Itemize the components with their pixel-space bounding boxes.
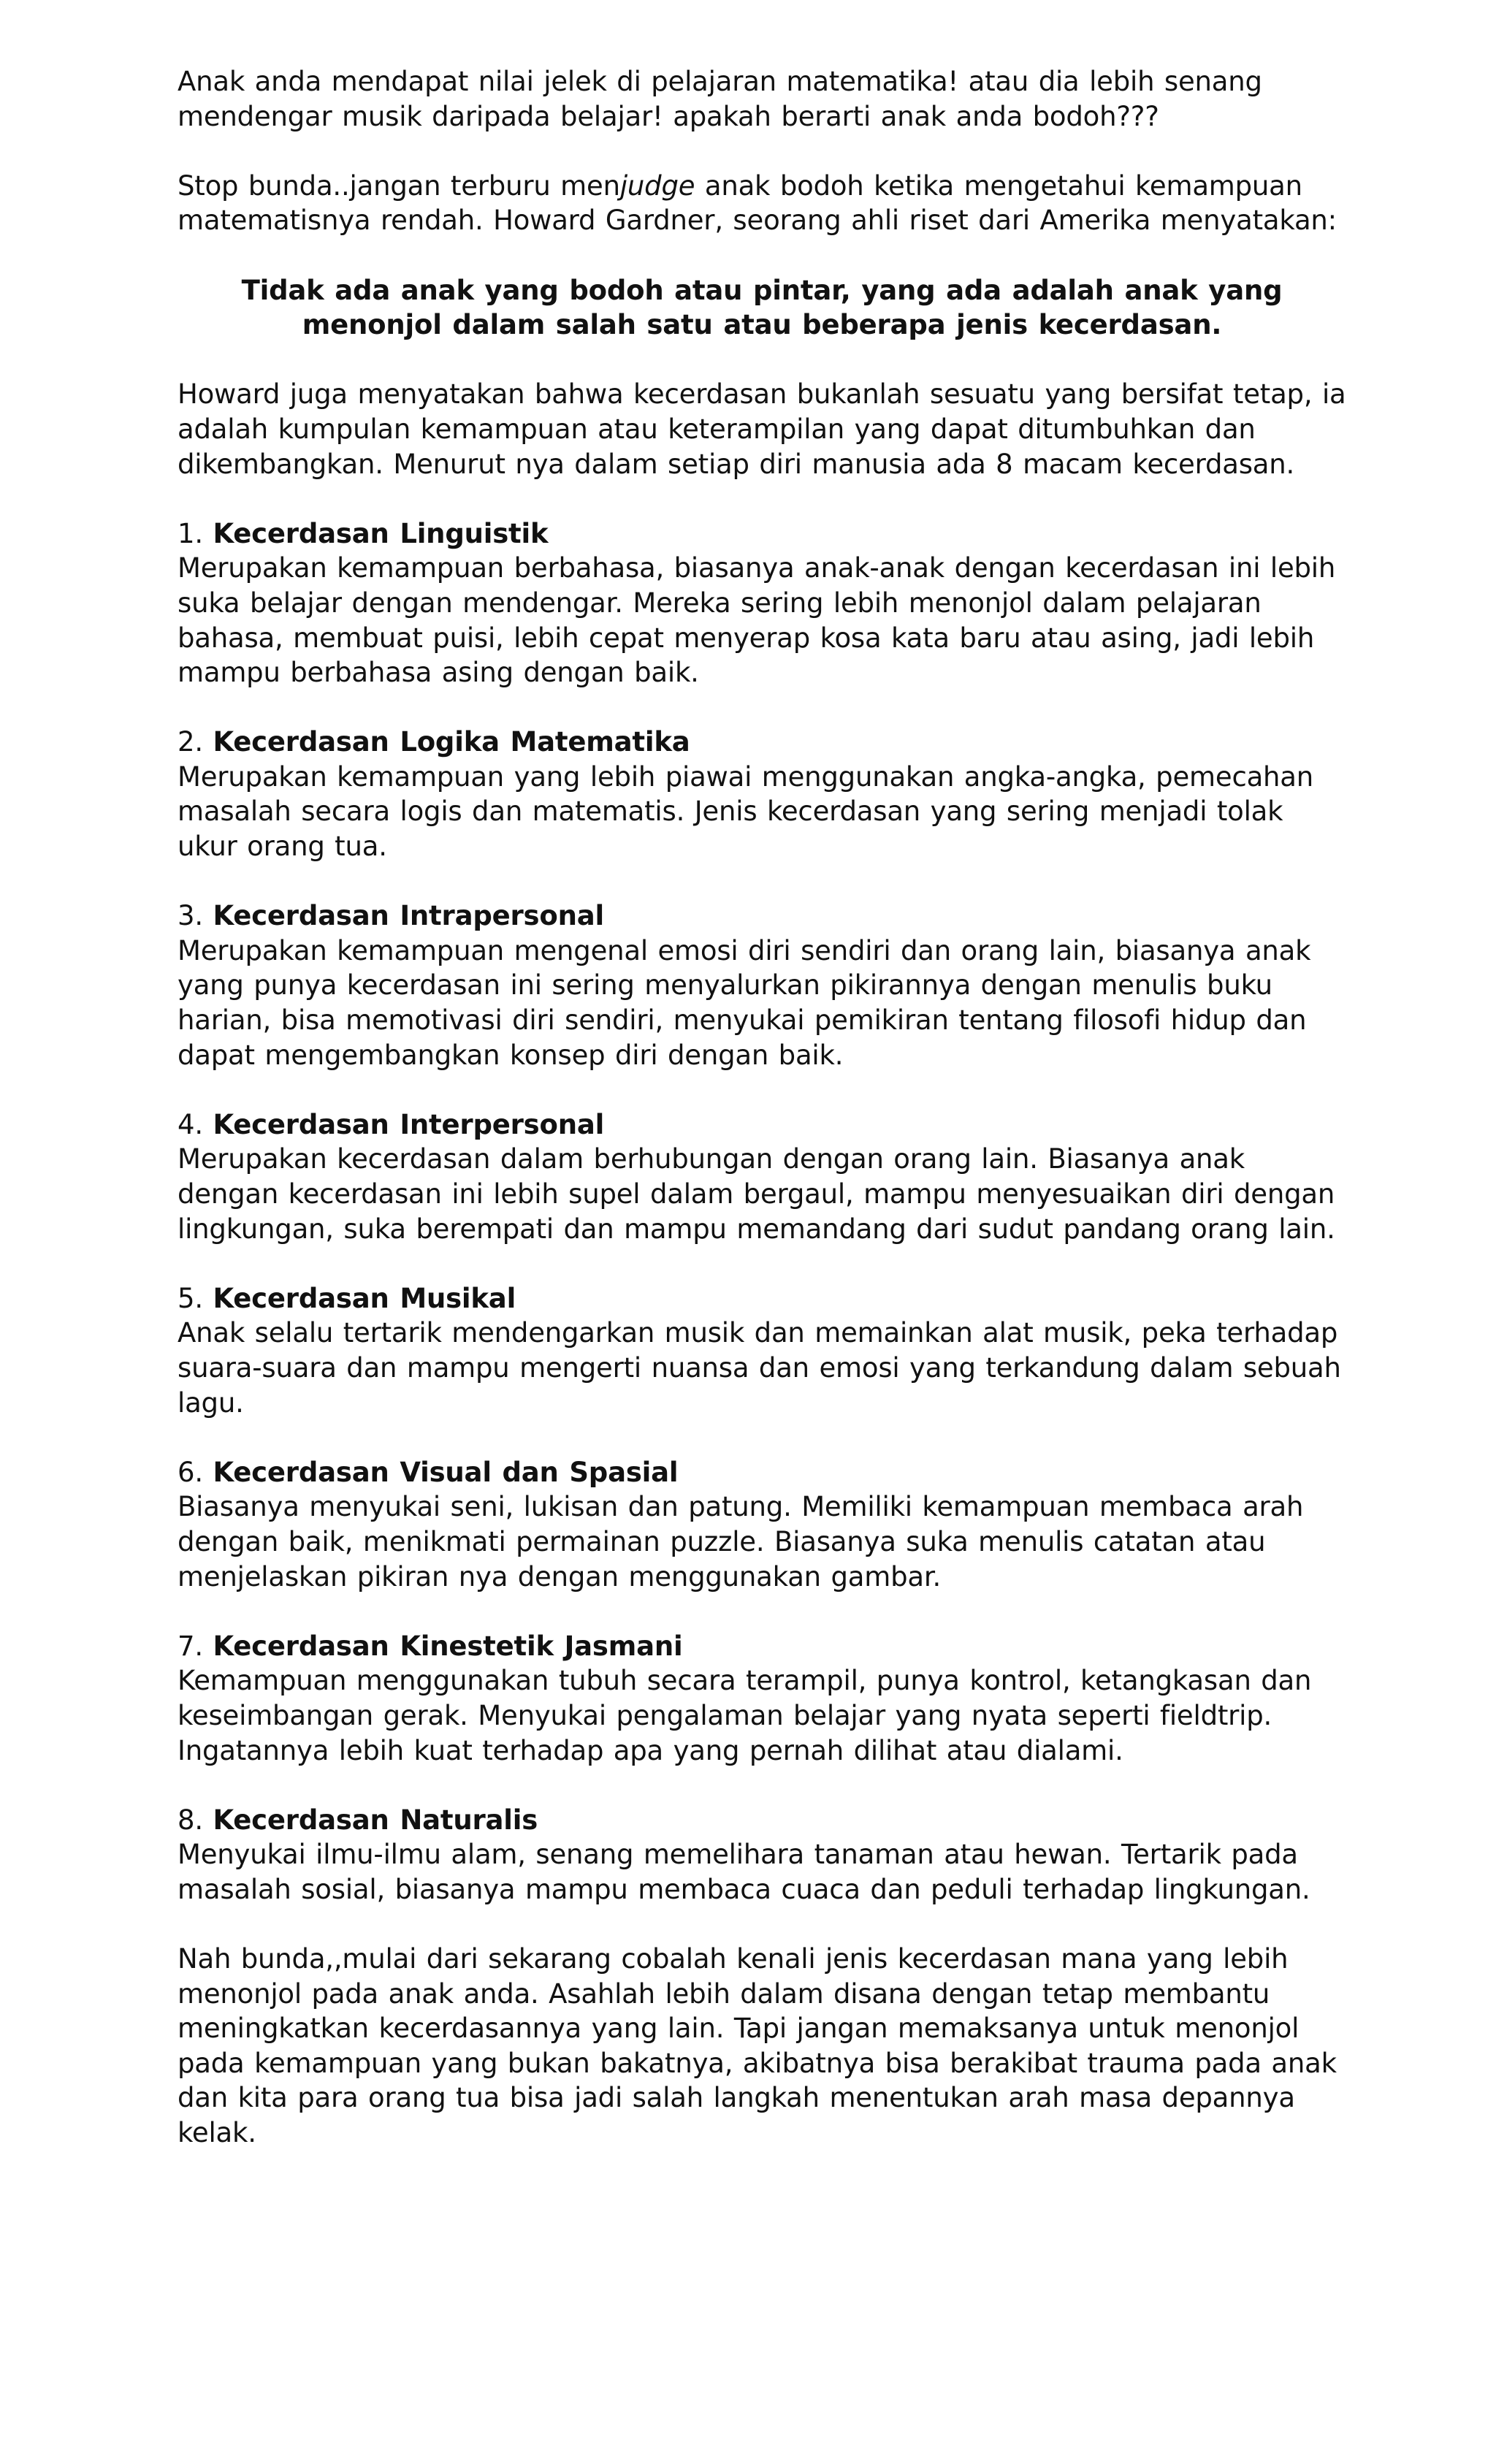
stop-text-after: anak bodoh ketika mengetahui kemampuan matematisnya rendah. Howard Gardner, seorang ahli riset dari Amerika menyatakan: [178,169,1337,237]
section-heading [178,1455,1346,1490]
section-heading [178,1803,1346,1838]
section-body: Merupakan kemampuan yang lebih piawai menggunakan angka-angka, pemecahan masalah secara logis dan matematis. Jenis kecerdasan yang sering menjadi tolak ukur orang tua. [178,760,1314,863]
section-musikal [178,1281,1346,1420]
section-visual-spasial [178,1455,1346,1594]
section-heading [178,1107,1346,1143]
intro-paragraph: Anak anda mendapat nilai jelek di pelajaran matematika! atau dia lebih senang mendengar musik daripada belajar! apakah berarti anak anda bodoh??? [178,66,1262,132]
section-linguistik [178,516,1346,690]
section-title: Kecerdasan Linguistik [213,517,549,549]
section-title: Kecerdasan Intrapersonal [213,900,604,932]
gardner-quote: Tidak ada anak yang bodoh atau pintar, yang ada adalah anak yang menonjol dalam salah satu atau beberapa jenis kecerdasan. [241,274,1283,341]
section-naturalis [178,1803,1346,1907]
section-number: 2. [178,726,213,758]
section-number: 1. [178,517,213,549]
section-title: Kecerdasan Logika Matematika [213,726,690,758]
section-number: 8. [178,1804,213,1836]
section-number: 6. [178,1456,213,1488]
section-kinestetik-jasmani [178,1629,1346,1768]
stop-paragraph [178,169,1346,238]
section-body: Anak selalu tertarik mendengarkan musik dan memainkan alat musik, peka terhadap suara-suara dan mampu mengerti nuansa dan emosi yang terkandung dalam sebuah lagu. [178,1317,1341,1419]
section-body: Biasanya menyukai seni, lukisan dan patung. Memiliki kemampuan membaca arah dengan baik, menikmati permainan puzzle. Biasanya suka menulis catatan atau menjelaskan pikiran nya dengan menggunakan gambar. [178,1491,1304,1593]
section-body: Kemampuan menggunakan tubuh secara terampil, punya kontrol, ketangkasan dan keseimbangan gerak. Menyukai pengalaman belajar yang nyata seperti fieldtrip. Ingatannya lebih kuat terhadap apa yang pernah dilihat atau dialami. [178,1665,1312,1766]
section-title: Kecerdasan Kinestetik Jasmani [213,1630,683,1662]
section-body: Merupakan kemampuan berbahasa, biasanya anak-anak dengan kecerdasan ini lebih suka belajar dengan mendengar. Mereka sering lebih menonjol dalam pelajaran bahasa, membuat puisi, lebih cepat menyerap kosa kata baru atau asing, jadi lebih mampu berbahasa asing dengan baik. [178,552,1336,689]
section-logika-matematika [178,725,1346,863]
closing-paragraph: Nah bunda,,mulai dari sekarang cobalah kenali jenis kecerdasan mana yang lebih menonjol pada anak anda. Asahlah lebih dalam disana dengan tetap membantu meningkatkan kecerdasannya yang lain. Tapi jangan memaksanya untuk menonjol pada kemampuan yang bukan bakatnya, akibatnya bisa berakibat trauma pada anak dan kita para orang tua bisa jadi salah langkah menentukan arah masa depannya kelak. [178,1943,1337,2149]
section-title: Kecerdasan Musikal [213,1282,516,1314]
section-heading [178,1281,1346,1316]
section-number: 7. [178,1630,213,1662]
section-intrapersonal [178,899,1346,1072]
section-heading [178,1629,1346,1664]
section-number: 4. [178,1108,213,1140]
section-body: Menyukai ilmu-ilmu alam, senang memelihara tanaman atau hewan. Tertarik pada masalah sosial, biasanya mampu membaca cuaca dan peduli terhadap lingkungan. [178,1839,1310,1905]
section-body: Merupakan kemampuan mengenal emosi diri sendiri dan orang lain, biasanya anak yang punya kecerdasan ini sering menyalurkan pikirannya dengan menulis buku harian, bisa memotivasi diri sendiri, menyukai pemikiran tentang filosofi hidup dan dapat mengembangkan konsep diri dengan baik. [178,934,1311,1071]
section-heading [178,899,1346,934]
section-heading [178,516,1346,552]
section-body: Merupakan kecerdasan dalam berhubungan dengan orang lain. Biasanya anak dengan kecerdasan ini lebih supel dalam bergaul, mampu menyesuaikan diri dengan lingkungan, suka berempati dan mampu memandang dari sudut pandang orang lain. [178,1143,1335,1245]
document-page [178,64,1346,2185]
howard-paragraph: Howard juga menyatakan bahwa kecerdasan bukanlah sesuatu yang bersifat tetap, ia adalah kumpulan kemampuan atau keterampilan yang dapat ditumbuhkan dan dikembangkan. Menurut nya dalam setiap diri manusia ada 8 macam kecerdasan. [178,378,1346,480]
section-title: Kecerdasan Visual dan Spasial [213,1456,679,1488]
section-number: 3. [178,900,213,932]
section-title: Kecerdasan Interpersonal [213,1108,605,1140]
section-number: 5. [178,1282,213,1314]
stop-text-italic: judge [619,169,695,202]
section-heading [178,725,1346,760]
section-interpersonal [178,1107,1346,1246]
section-title: Kecerdasan Naturalis [213,1804,538,1836]
stop-text-before: Stop bunda..jangan terburu men [178,169,620,202]
